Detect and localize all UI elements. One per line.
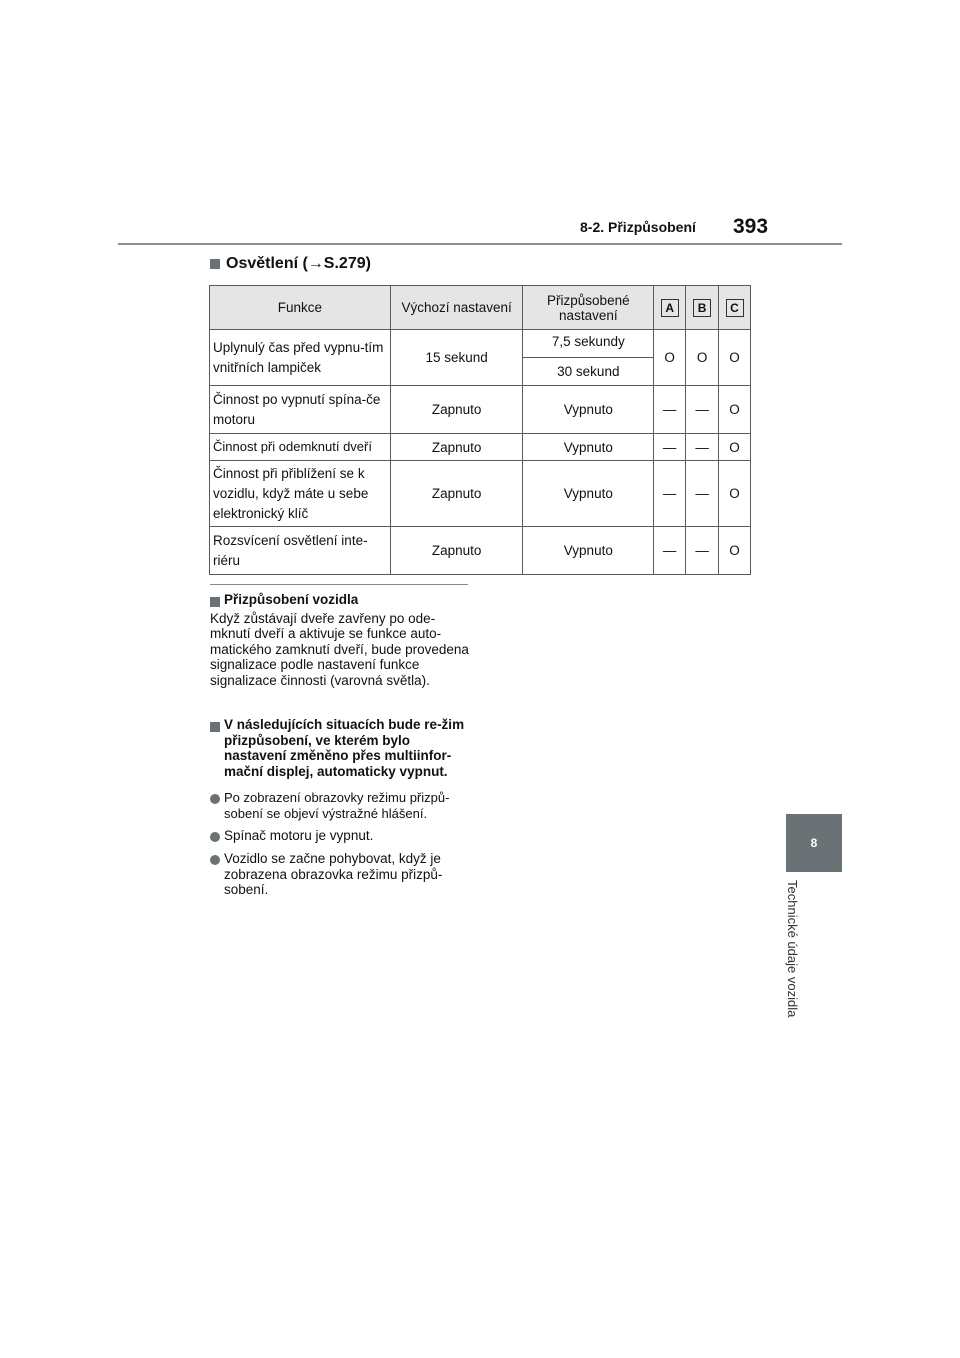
row-custom: 7,5 sekundy xyxy=(523,330,654,358)
row-custom: Vypnuto xyxy=(523,434,654,461)
b-label-icon: B xyxy=(693,299,711,317)
row-default: Zapnuto xyxy=(390,434,523,461)
note-vehicle-customization xyxy=(210,592,472,688)
row-c: O xyxy=(719,527,751,575)
table-row xyxy=(210,386,751,434)
row-default: Zapnuto xyxy=(390,527,523,575)
row-a: — xyxy=(654,527,686,575)
table-header-row xyxy=(210,286,751,330)
section-label: 8-2. Přizpůsobení xyxy=(580,219,696,235)
row-custom: Vypnuto xyxy=(523,461,654,527)
row-custom: 30 sekund xyxy=(523,358,654,386)
table-row xyxy=(210,330,751,358)
c-label-icon: C xyxy=(726,299,744,317)
row-c: O xyxy=(719,330,751,386)
square-bullet-icon xyxy=(210,722,220,732)
row-b: O xyxy=(686,330,719,386)
row-c: O xyxy=(719,461,751,527)
bullet-text: Spínač motoru je vypnut. xyxy=(224,828,374,843)
list-item xyxy=(210,828,472,844)
separator xyxy=(210,584,468,585)
page-number: 393 xyxy=(733,215,769,238)
header-default: Výchozí nastavení xyxy=(390,286,523,330)
list-item xyxy=(210,790,472,821)
row-a: — xyxy=(654,434,686,461)
bullet-text: Po zobrazení obrazovky režimu přizpů-sobení se objeví výstražné hlášení. xyxy=(224,790,450,821)
row-function: Činnost při odemknutí dveří xyxy=(210,434,391,461)
note-title: V následujících situacích bude re-žim přizpůsobení, ve kterém bylo nastavení změněno přes multiinfor-mační displej, automaticky vypnut. xyxy=(224,717,465,779)
header-c xyxy=(719,286,751,330)
row-b: — xyxy=(686,461,719,527)
row-b: — xyxy=(686,434,719,461)
header-rule xyxy=(118,243,842,245)
note-title: Přizpůsobení vozidla xyxy=(224,592,359,607)
row-default: Zapnuto xyxy=(390,386,523,434)
header-function: Funkce xyxy=(210,286,391,330)
row-a: — xyxy=(654,386,686,434)
row-custom: Vypnuto xyxy=(523,527,654,575)
section-heading-text: Osvětlení (→S.279) xyxy=(226,255,371,272)
row-function: Činnost po vypnutí spína-če motoru xyxy=(210,386,391,434)
a-label-icon: A xyxy=(661,299,679,317)
circle-bullet-icon xyxy=(210,855,220,865)
row-default: 15 sekund xyxy=(390,330,523,386)
section-heading xyxy=(210,255,371,273)
row-default: Zapnuto xyxy=(390,461,523,527)
row-custom: Vypnuto xyxy=(523,386,654,434)
square-bullet-icon xyxy=(210,259,220,269)
row-a: O xyxy=(654,330,686,386)
row-function: Činnost při přiblížení se k vozidlu, když máte u sebe elektronický klíč xyxy=(210,461,391,527)
table-row xyxy=(210,461,751,527)
row-b: — xyxy=(686,386,719,434)
chapter-number: 8 xyxy=(810,836,818,850)
settings-table xyxy=(209,285,751,575)
chapter-title-text: Technické údaje vozidla xyxy=(785,880,800,1018)
square-bullet-icon xyxy=(210,597,220,607)
row-c: O xyxy=(719,386,751,434)
row-b: — xyxy=(686,527,719,575)
row-c: O xyxy=(719,434,751,461)
circle-bullet-icon xyxy=(210,832,220,842)
header-custom: Přizpůsobené nastavení xyxy=(523,286,654,330)
table-row xyxy=(210,527,751,575)
table-row xyxy=(210,434,751,461)
note-auto-off xyxy=(210,717,472,779)
row-function: Rozsvícení osvětlení inte-riéru xyxy=(210,527,391,575)
row-function: Uplynulý čas před vypnu-tím vnitřních lampiček xyxy=(210,330,391,386)
header-b xyxy=(686,286,719,330)
chapter-title xyxy=(786,880,806,1050)
bullet-text: Vozidlo se začne pohybovat, když je zobrazena obrazovka režimu přizpů-sobení. xyxy=(224,851,443,897)
list-item xyxy=(210,851,472,898)
header-a xyxy=(654,286,686,330)
row-a: — xyxy=(654,461,686,527)
circle-bullet-icon xyxy=(210,794,220,804)
note-body: Když zůstávají dveře zavřeny po ode-mknutí dveří a aktivuje se funkce auto-matického zamknutí dveří, bude provedena signalizace podle nastavení funkce signalizace činnosti (varovná světla). xyxy=(210,610,469,688)
